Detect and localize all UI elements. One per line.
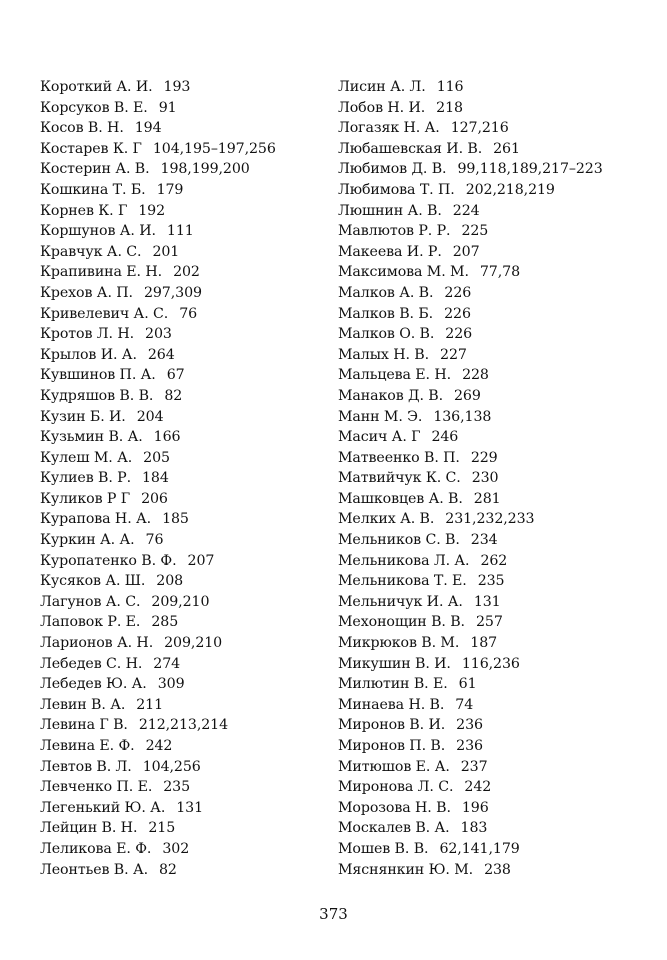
page-references: 62,141,179 [439,840,520,857]
page-references: 226 [444,284,472,301]
index-entry [338,839,663,860]
page-references: 297,309 [143,284,202,301]
index-entry [338,365,663,386]
author-name: Лагунов А. С. [40,593,141,610]
index-entry [338,221,663,242]
author-name: Лобов Н. И. [338,99,426,116]
page-references: 309 [157,676,185,693]
page-references: 211 [136,696,164,713]
author-name: Мельникова Т. Е. [338,573,467,590]
author-name: Макеева И. Р. [338,243,442,260]
index-entry [40,324,330,345]
page-references: 67 [166,367,185,384]
page-references: 185 [162,511,189,528]
page-references: 136,138 [433,408,492,425]
index-entry [40,242,330,263]
author-name: Леонтьев В. А. [40,861,148,878]
index-entry [338,674,663,695]
author-name: Матвийчук К. С. [338,470,461,487]
author-name: Мелких А. В. [338,511,435,528]
index-entry [40,798,330,819]
page-references: 285 [151,614,179,631]
index-entry [40,715,330,736]
page-references: 218 [436,99,463,116]
index-entry [40,118,330,139]
index-entry [40,468,330,489]
author-name: Минаева Н. В. [338,696,445,713]
author-name: Максимова М. М. [338,264,469,281]
index-entry [338,201,663,222]
index-entry [338,571,663,592]
page-references: 242 [464,779,492,796]
page-references: 116 [436,79,464,95]
index-entry [338,407,663,428]
author-name: Машковцев А. В. [338,490,463,507]
author-name: Люшнин А. В. [338,202,442,219]
author-name: Мяснянкин Ю. М. [338,861,474,878]
index-entry [338,345,663,366]
index-entry [40,530,330,551]
author-name: Левина Г В. [40,717,128,734]
index-entry [338,448,663,469]
author-name: Малых Н. В. [338,346,430,363]
author-name: Кузин Б. И. [40,408,126,425]
index-entry [338,262,663,283]
index-entry [40,159,330,180]
index-entry [338,77,663,98]
page-references: 212,213,214 [138,717,229,734]
page-references: 235 [477,573,505,590]
index-entry [338,509,663,530]
page-references: 104,256 [142,758,201,775]
page-references: 192 [138,202,166,219]
author-name: Кравчук А. С. [40,243,142,260]
page-references: 226 [445,326,473,343]
index-entry [338,695,663,716]
author-name: Кусяков А. Ш. [40,573,146,590]
author-name: Кротов Л. Н. [40,326,135,343]
author-name: Костерин А. В. [40,161,150,178]
page-references: 202,218,219 [465,181,555,198]
author-name: Короткий А. И. [40,79,153,95]
author-name: Куликов Р Г [40,490,131,507]
index-entry [338,736,663,757]
page-references: 257 [475,614,503,631]
page-references: 264 [147,346,175,363]
page-references: 236 [456,738,483,754]
author-name: Малков А. В. [338,284,434,301]
author-name: Лаповок Р. Е. [40,614,141,631]
page-references: 76 [145,532,164,549]
page-references: 99,118,189,217–223 [457,161,603,178]
page-references: 104,195–197,256 [152,140,276,157]
index-entry [40,633,330,654]
author-name: Кувшинов П. А. [40,367,156,384]
index-entry [40,221,330,242]
index-entry [40,757,330,778]
author-name: Миронова Л. С. [338,779,454,796]
index-entry [40,386,330,407]
index-entry [338,283,663,304]
index-column-left [40,77,330,880]
page-number: 373 [319,905,348,923]
author-name: Любимов Д. В. [338,161,447,178]
author-name: Манаков Д. В. [338,387,443,404]
page-references: 82 [164,387,183,404]
author-name: Кошкина Т. Б. [40,181,146,198]
page-references: 224 [452,202,480,219]
author-name: Коршунов А. И. [40,223,156,240]
author-name: Микушин В. И. [338,655,451,672]
author-name: Лебедев Ю. А. [40,676,147,693]
index-entry [338,98,663,119]
page-references: 131 [473,593,501,610]
index-entry [40,551,330,572]
author-name: Мехонощин В. В. [338,614,465,631]
page-references: 274 [153,655,181,672]
page-references: 234 [470,532,498,549]
author-name: Матвеенко В. П. [338,449,460,466]
author-name: Левина Е. Ф. [40,738,135,754]
author-name: Крехов А. П. [40,284,133,301]
index-entry [338,489,663,510]
author-name: Кривелевич А. С. [40,305,169,322]
index-entry [40,695,330,716]
index-entry [338,654,663,675]
page-references: 281 [473,490,501,507]
index-entry [338,468,663,489]
author-name: Любимова Т. П. [338,181,455,198]
index-entry [40,262,330,283]
index-entry [338,798,663,819]
page-references: 215 [148,820,176,837]
index-entry [40,571,330,592]
author-name: Кулеш М. А. [40,449,133,466]
author-name: Левтов В. Л. [40,758,132,775]
page-references: 235 [163,779,191,796]
page-references: 184 [142,470,169,487]
index-entry [338,530,663,551]
page-references: 76 [179,305,198,322]
index-entry [338,242,663,263]
author-name: Ларионов А. Н. [40,635,154,652]
page-references: 198,199,200 [160,161,250,178]
page-references: 194 [134,120,162,137]
page-references: 207 [187,552,215,569]
index-entry [40,365,330,386]
index-entry [338,180,663,201]
author-name: Левченко П. Е. [40,779,153,796]
index-entry [40,427,330,448]
index-column-right [338,77,663,880]
page-references: 207 [452,243,480,260]
author-name: Любашевская И. В. [338,140,483,157]
author-name: Курапова Н. А. [40,511,152,528]
index-entry [40,509,330,530]
author-name: Логазяк Н. А. [338,120,440,137]
author-name: Мельников С. В. [338,532,460,549]
index-entry [338,612,663,633]
page-references: 205 [143,449,170,466]
author-name: Милютин В. Е. [338,676,448,693]
index-entry [40,839,330,860]
page-references: 116,236 [461,655,520,672]
index-entry [40,180,330,201]
page-references: 206 [141,490,168,507]
index-entry [338,777,663,798]
index-entry [40,674,330,695]
page-references: 183 [460,820,488,837]
page-references: 201 [152,243,180,260]
page-references: 229 [470,449,498,466]
author-name: Левин В. А. [40,696,126,713]
page-references: 196 [461,799,489,816]
author-name: Лебедев С. Н. [40,655,143,672]
index-entry [338,427,663,448]
author-name: Кудряшов В. В. [40,387,154,404]
page-references: 261 [493,140,520,157]
index-entry [40,139,330,160]
author-name: Морозова Н. В. [338,799,451,816]
index-entry [40,612,330,633]
page-references: 127,216 [450,120,509,137]
author-name: Мошев В. В. [338,840,429,857]
author-name: Лейцин В. Н. [40,820,138,837]
page-references: 91 [158,99,177,116]
page-references: 236 [456,717,483,734]
index-entry [338,818,663,839]
page-references: 208 [156,573,184,590]
page-references: 187 [470,635,498,652]
page-references: 238 [484,861,511,878]
page-references: 82 [159,861,177,878]
author-name: Косов В. Н. [40,120,124,137]
author-name: Миронов В. И. [338,717,446,734]
author-name: Корнев К. Г [40,202,128,219]
page-references: 226 [444,305,471,322]
index-entry [338,715,663,736]
index-entry [338,386,663,407]
index-entry [338,592,663,613]
index-entry [40,201,330,222]
author-name: Мавлютов Р. Р. [338,223,451,240]
page-references: 246 [431,429,459,446]
index-entry [338,139,663,160]
page-references: 225 [461,223,489,240]
page-references: 179 [156,181,184,198]
index-entry [338,633,663,654]
index-entry [40,283,330,304]
index-entry [40,777,330,798]
index-entry [338,551,663,572]
author-name: Крапивина Е. Н. [40,264,163,281]
author-name: Масич А. Г [338,429,421,446]
author-name: Корсуков В. Е. [40,99,148,116]
page-references: 74 [455,696,474,713]
author-name: Костарев К. Г [40,140,142,157]
page-references: 230 [471,470,499,487]
index-entry [338,757,663,778]
page-references: 237 [460,758,488,775]
page-references: 166 [153,429,181,446]
index-entry [40,448,330,469]
page-references: 209,210 [151,593,210,610]
author-name: Кулиев В. Р. [40,470,131,487]
page-references: 111 [166,223,194,240]
author-name: Куропатенко В. Ф. [40,552,177,569]
index-entry [338,118,663,139]
page-references: 227 [440,346,467,363]
index-entry [40,489,330,510]
index-entry [40,592,330,613]
index-entry [40,98,330,119]
author-name: Микрюков В. М. [338,635,460,652]
author-name: Миронов П. В. [338,738,446,754]
index-entry [338,324,663,345]
author-name: Малков В. Б. [338,305,434,322]
author-name: Манн М. Э. [338,408,423,425]
index-entry [40,818,330,839]
author-name: Москалев В. А. [338,820,450,837]
page-references: 228 [462,367,489,384]
index-entry [40,345,330,366]
page-references: 262 [480,552,508,569]
page-references: 209,210 [164,635,223,652]
index-entry [40,407,330,428]
index-entry [338,159,663,180]
index-entry [40,304,330,325]
index-entry [338,304,663,325]
author-name: Лисин А. Л. [338,79,426,95]
author-name: Куркин А. А. [40,532,135,549]
page-references: 203 [145,326,172,343]
author-name: Леликова Е. Ф. [40,840,152,857]
index-entry [40,860,330,881]
page-references: 242 [145,738,173,754]
author-name: Легенький Ю. А. [40,799,166,816]
page-references: 202 [173,264,200,281]
author-name: Крылов И. А. [40,346,137,363]
page-references: 204 [136,408,164,425]
page-references: 193 [163,79,191,95]
author-name: Мельникова Л. А. [338,552,470,569]
author-name: Митюшов Е. А. [338,758,450,775]
index-entry [40,736,330,757]
index-entry [40,77,330,98]
author-name: Малков О. В. [338,326,435,343]
page-references: 131 [176,799,204,816]
page-references: 61 [458,676,477,693]
author-name: Мальцева Е. Н. [338,367,452,384]
page-references: 269 [454,387,481,404]
author-name: Кузьмин В. А. [40,429,143,446]
index-entry [338,860,663,881]
index-entry [40,654,330,675]
page-references: 231,232,233 [445,511,535,528]
author-name: Мельничук И. А. [338,593,463,610]
page-references: 77,78 [479,264,520,281]
page-references: 302 [162,840,190,857]
